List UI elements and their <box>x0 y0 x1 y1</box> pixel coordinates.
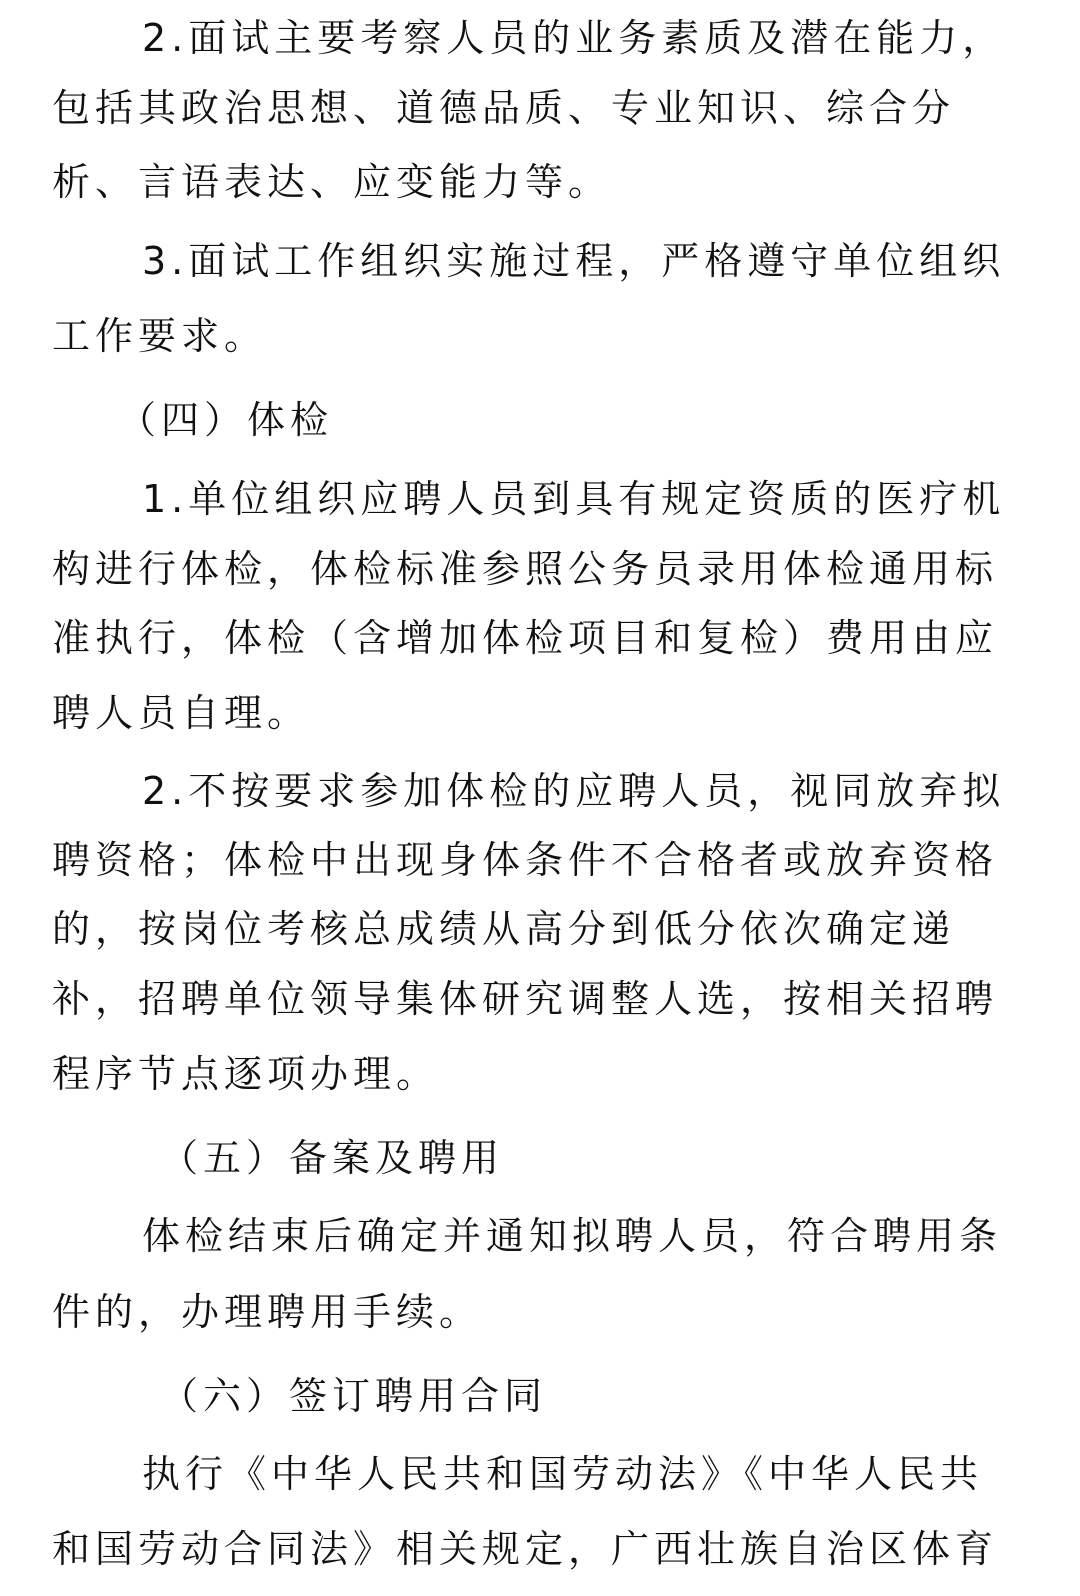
paragraph-exam-rules-line-4: 补，招聘单位领导集体研究调整人选，按相关招聘 <box>52 977 999 1021</box>
paragraph-contract-law-line-2: 和国劳动合同法》相关规定，广西壮族自治区体育 <box>52 1527 999 1571</box>
paragraph-exam-rules-line-5: 程序节点逐项办理。 <box>52 1052 440 1096</box>
paragraph-interview-focus-line-3: 析、言语表达、应变能力等。 <box>52 160 612 204</box>
paragraph-interview-process-line-2: 工作要求。 <box>52 314 268 358</box>
paragraph-exam-arrangement-line-3: 准执行，体检（含增加体检项目和复检）费用由应 <box>52 616 999 660</box>
paragraph-interview-focus-line-2: 包括其政治思想、道德品质、专业知识、综合分 <box>52 86 956 130</box>
paragraph-contract-law-line-1: 执行《中华人民共和国劳动法》《中华人民共 <box>142 1452 984 1496</box>
paragraph-exam-rules-line-3: 的，按岗位考核总成绩从高分到低分依次确定递 <box>52 907 956 951</box>
paragraph-hiring-notice-line-2: 件的，办理聘用手续。 <box>52 1290 483 1334</box>
section-heading-contract-signing: （六）签订聘用合同 <box>160 1374 548 1418</box>
paragraph-exam-arrangement-line-4: 聘人员自理。 <box>52 691 311 735</box>
paragraph-interview-focus-line-1: 2.面试主要考察人员的业务素质及潜在能力， <box>142 16 1006 60</box>
paragraph-exam-rules-line-2: 聘资格；体检中出现身体条件不合格者或放弃资格 <box>52 838 999 882</box>
section-heading-filing-and-hiring: （五）备案及聘用 <box>160 1136 505 1180</box>
section-heading-physical-exam: （四）体检 <box>118 398 334 442</box>
paragraph-exam-rules-line-1: 2.不按要求参加体检的应聘人员，视同放弃拟 <box>142 769 1006 813</box>
paragraph-hiring-notice-line-1: 体检结束后确定并通知拟聘人员，符合聘用条 <box>142 1214 1003 1258</box>
paragraph-exam-arrangement-line-1: 1.单位组织应聘人员到具有规定资质的医疗机 <box>142 477 1006 521</box>
paragraph-exam-arrangement-line-2: 构进行体检，体检标准参照公务员录用体检通用标 <box>52 547 999 591</box>
paragraph-interview-process-line-1: 3.面试工作组织实施过程，严格遵守单位组织 <box>142 239 1006 283</box>
